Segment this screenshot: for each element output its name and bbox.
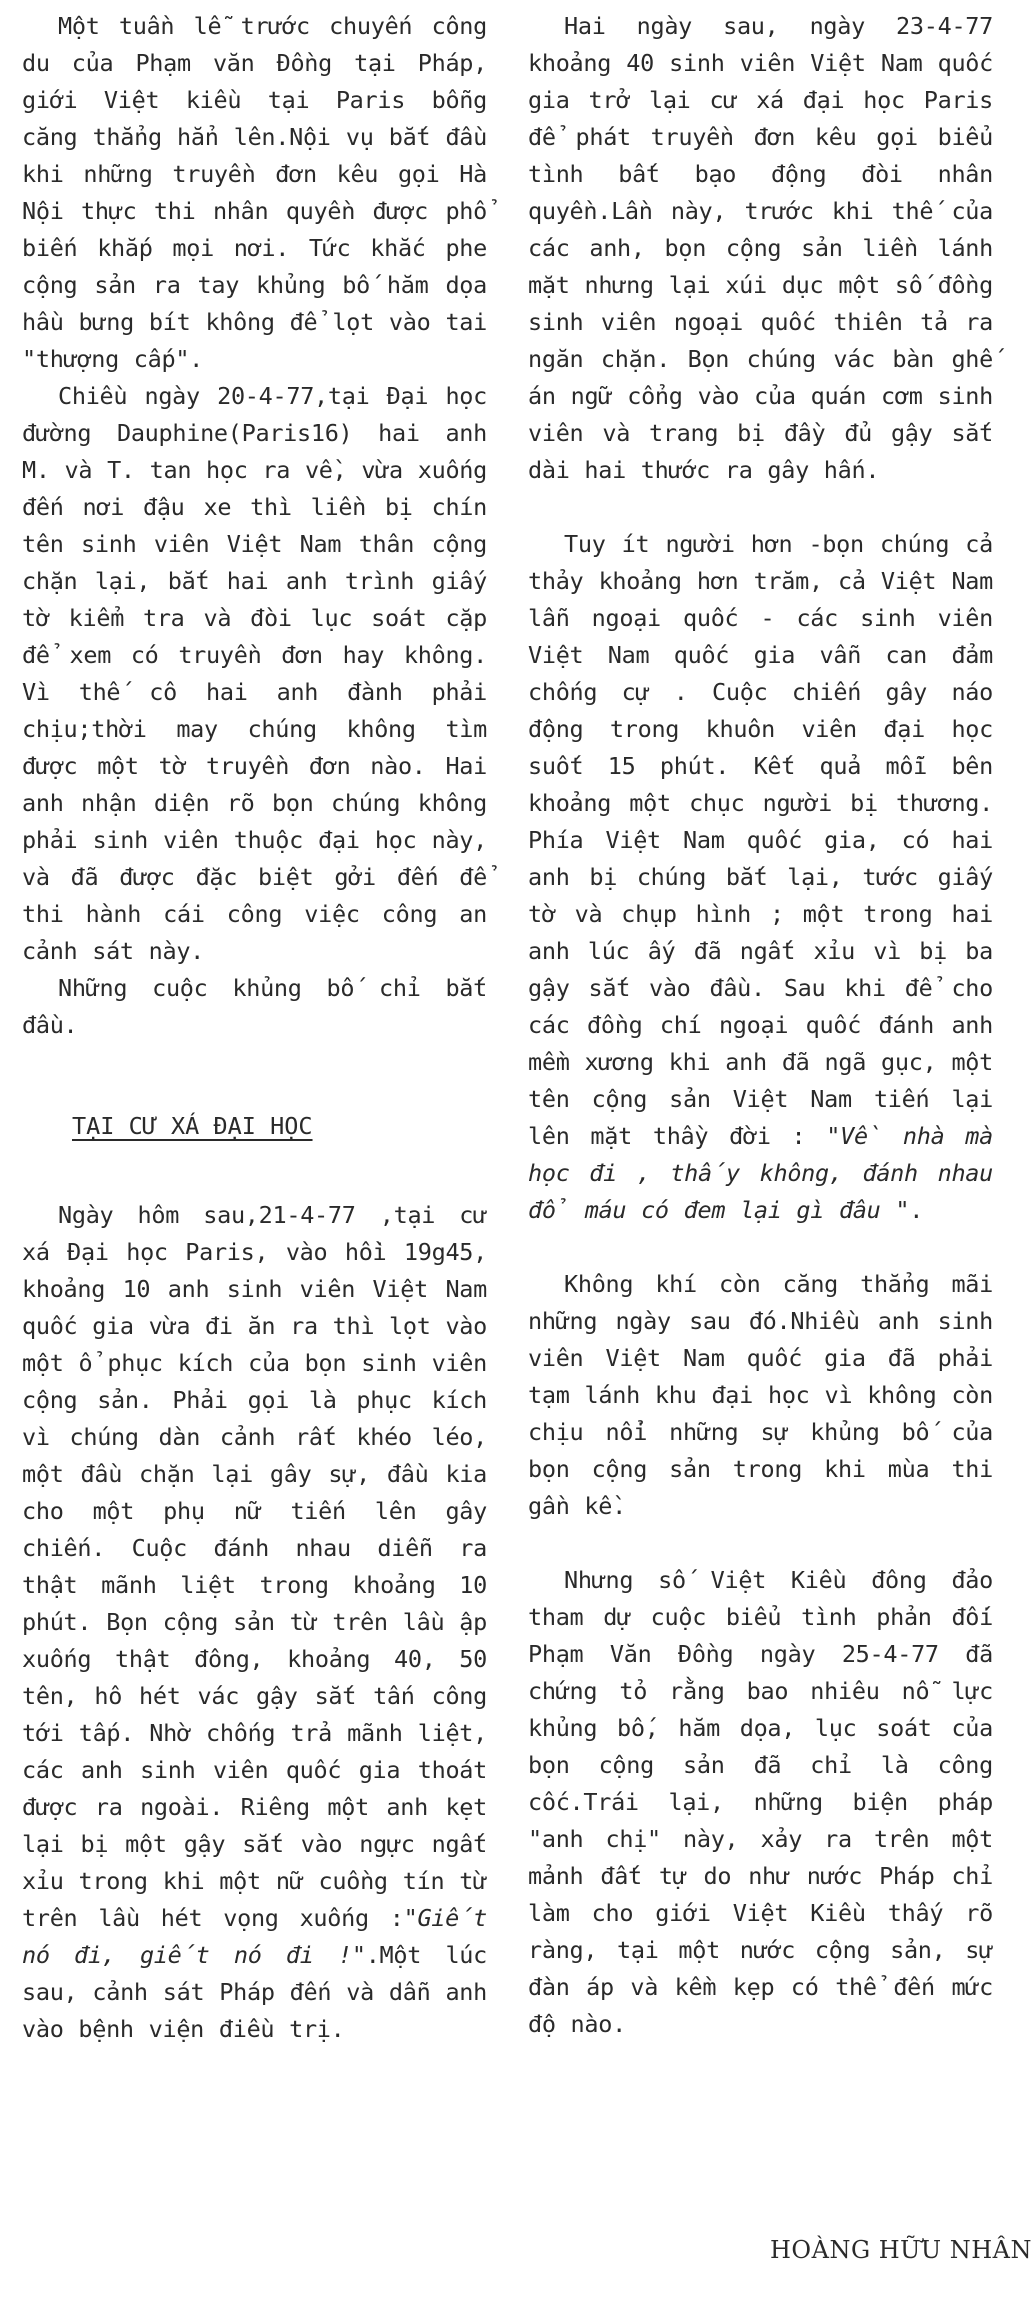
author-signature: HOÀNG HỮU NHÂN: [770, 2236, 1033, 2264]
paragraph-dormitory-ambush: [22, 1197, 487, 2048]
paragraph-terror-begins: Những cuộc khủng bố chỉ bắt đầu.: [22, 974, 487, 1039]
fight-text: Tuy ít người hơn -bọn chúng cả thảy khoảng hơn trăm, cả Việt Nam lẫn ngoại quốc - các sinh viên Việt Nam quốc gia vẫn can đảm chống cự . Cuộc chiến gây náo động trong khuôn viên đại học suốt 15 phút. Kết quả mỗi bên khoảng một chục người bị thương. Phía Việt Nam quốc gia, có hai anh bị chúng bắt lại, tước giấy tờ và chụp hình ; một trong hai anh lúc ấy đã ngất xỉu vì bị ba gậy sắt vào đầu. Sau khi để cho các đồng chí ngoại quốc đánh anh mềm xương khi anh đã ngã gục, một tên cộng sản Việt Nam tiến lại lên mặt thầy đời :: [528, 530, 993, 1150]
paragraph-leaflet-return: Hai ngày sau, ngày 23-4-77 khoảng 40 sinh viên Việt Nam quốc gia trở lại cư xá đại học Paris để phát truyền đơn kêu gọi biểu tình bất bạo động đòi nhân quyền.Lần này, trước khi thế của các anh, bọn cộng sản liền lánh mặt nhưng lại xúi dục một số đồng sinh viên ngoại quốc thiên tả ra ngăn chặn. Bọn chúng vác bàn ghế án ngữ cổng vào của quán cơm sinh viên và trang bị đầy đủ gậy sắt dài hai thước ra gây hấn.: [528, 12, 993, 484]
dormitory-ambush-ending: .Một lúc sau, cảnh sát Pháp đến và dẫn anh vào bệnh viện điều trị.: [22, 1941, 487, 2043]
fight-ending: .: [909, 1196, 924, 1224]
left-column: [22, 0, 487, 2048]
paragraph-intro: Một tuần lễ trước chuyến công du của Phạm văn Đồng tại Pháp, giới Việt kiều tại Paris bỗng căng thẳng hẳn lên.Nội vụ bắt đầu khi những truyền đơn kêu gọi Hà Nội thực thi nhân quyền được phổ biến khắp mọi nơi. Tức khắc phe cộng sản ra tay khủng bố hăm dọa hầu bưng bít không để lọt vào tai "thượng cấp".: [22, 12, 487, 373]
paragraph-fight: [528, 526, 993, 1229]
paragraph-tension: Không khí còn căng thẳng mãi những ngày sau đó.Nhiều anh sinh viên Việt Nam quốc gia đã phải tạm lánh khu đại học vì không còn chịu nổi những sự khủng bố của bọn cộng sản trong khi mùa thi gần kề.: [528, 1270, 993, 1520]
dormitory-ambush-quote: "Giết nó đi, giết nó đi !": [22, 1904, 487, 1969]
paragraph-conclusion: Nhưng số Việt Kiều đông đảo tham dự cuộc biểu tình phản đối Phạm Văn Đồng ngày 25-4-77 đã chứng tỏ rằng bao nhiêu nỗ lực khủng bố, hăm dọa, lục soát của bọn cộng sản đã chỉ là công cốc.Trái lại, những biện pháp "anh chị" này, xảy ra trên một mảnh đất tự do như nước Pháp chỉ làm cho giới Việt Kiều thấy rõ ràng, tại một nước cộng sản, sự đàn áp và kềm kẹp có thể đến mức độ nào.: [528, 1566, 993, 2038]
dormitory-ambush-text: Ngày hôm sau,21-4-77 ,tại cư xá Đại học Paris, vào hồi 19g45, khoảng 10 anh sinh viên Việt Nam quốc gia vừa đi ăn ra thì lọt vào một ổ phục kích của bọn sinh viên cộng sản. Phải gọi là phục kích vì chúng dàn cảnh rất khéo léo, một đầu chặn lại gây sự, đầu kia cho một phụ nữ tiến lên gây chiến. Cuộc đánh nhau diễn ra thật mãnh liệt trong khoảng 10 phút. Bọn cộng sản từ trên lầu ập xuống thật đông, khoảng 40, 50 tên, hô hét vác gậy sắt tấn công tới tấp. Nhờ chống trả mãnh liệt, các anh sinh viên quốc gia thoát được ra ngoài. Riêng một anh kẹt lại bị một gậy sắt vào ngực ngất xỉu trong khi một nữ cuồng tín từ trên lầu hét vọng xuống :: [22, 1201, 487, 1932]
right-column: [528, 0, 993, 2043]
fight-quote: "Về nhà mà học đi , thấy không, đánh nhau đổ máu có đem lại gì đâu ": [528, 1122, 993, 1224]
paragraph-dauphine-incident: Chiều ngày 20-4-77,tại Đại học đường Dauphine(Paris16) hai anh M. và T. tan học ra về, vừa xuống đến nơi đậu xe thì liền bị chín tên sinh viên Việt Nam thân cộng chặn lại, bắt hai anh trình giấy tờ kiểm tra và đòi lục soát cặp để xem có truyền đơn hay không. Vì thế cô hai anh đành phải chịu;thời may chúng không tìm được một tờ truyền đơn nào. Hai anh nhận diện rõ bọn chúng không phải sinh viên thuộc đại học này, và đã được đặc biệt gởi đến để thi hành cái công việc công an cảnh sát này.: [22, 382, 487, 965]
section-heading: TẠI CƯ XÁ ĐẠI HỌC: [72, 1112, 313, 1140]
